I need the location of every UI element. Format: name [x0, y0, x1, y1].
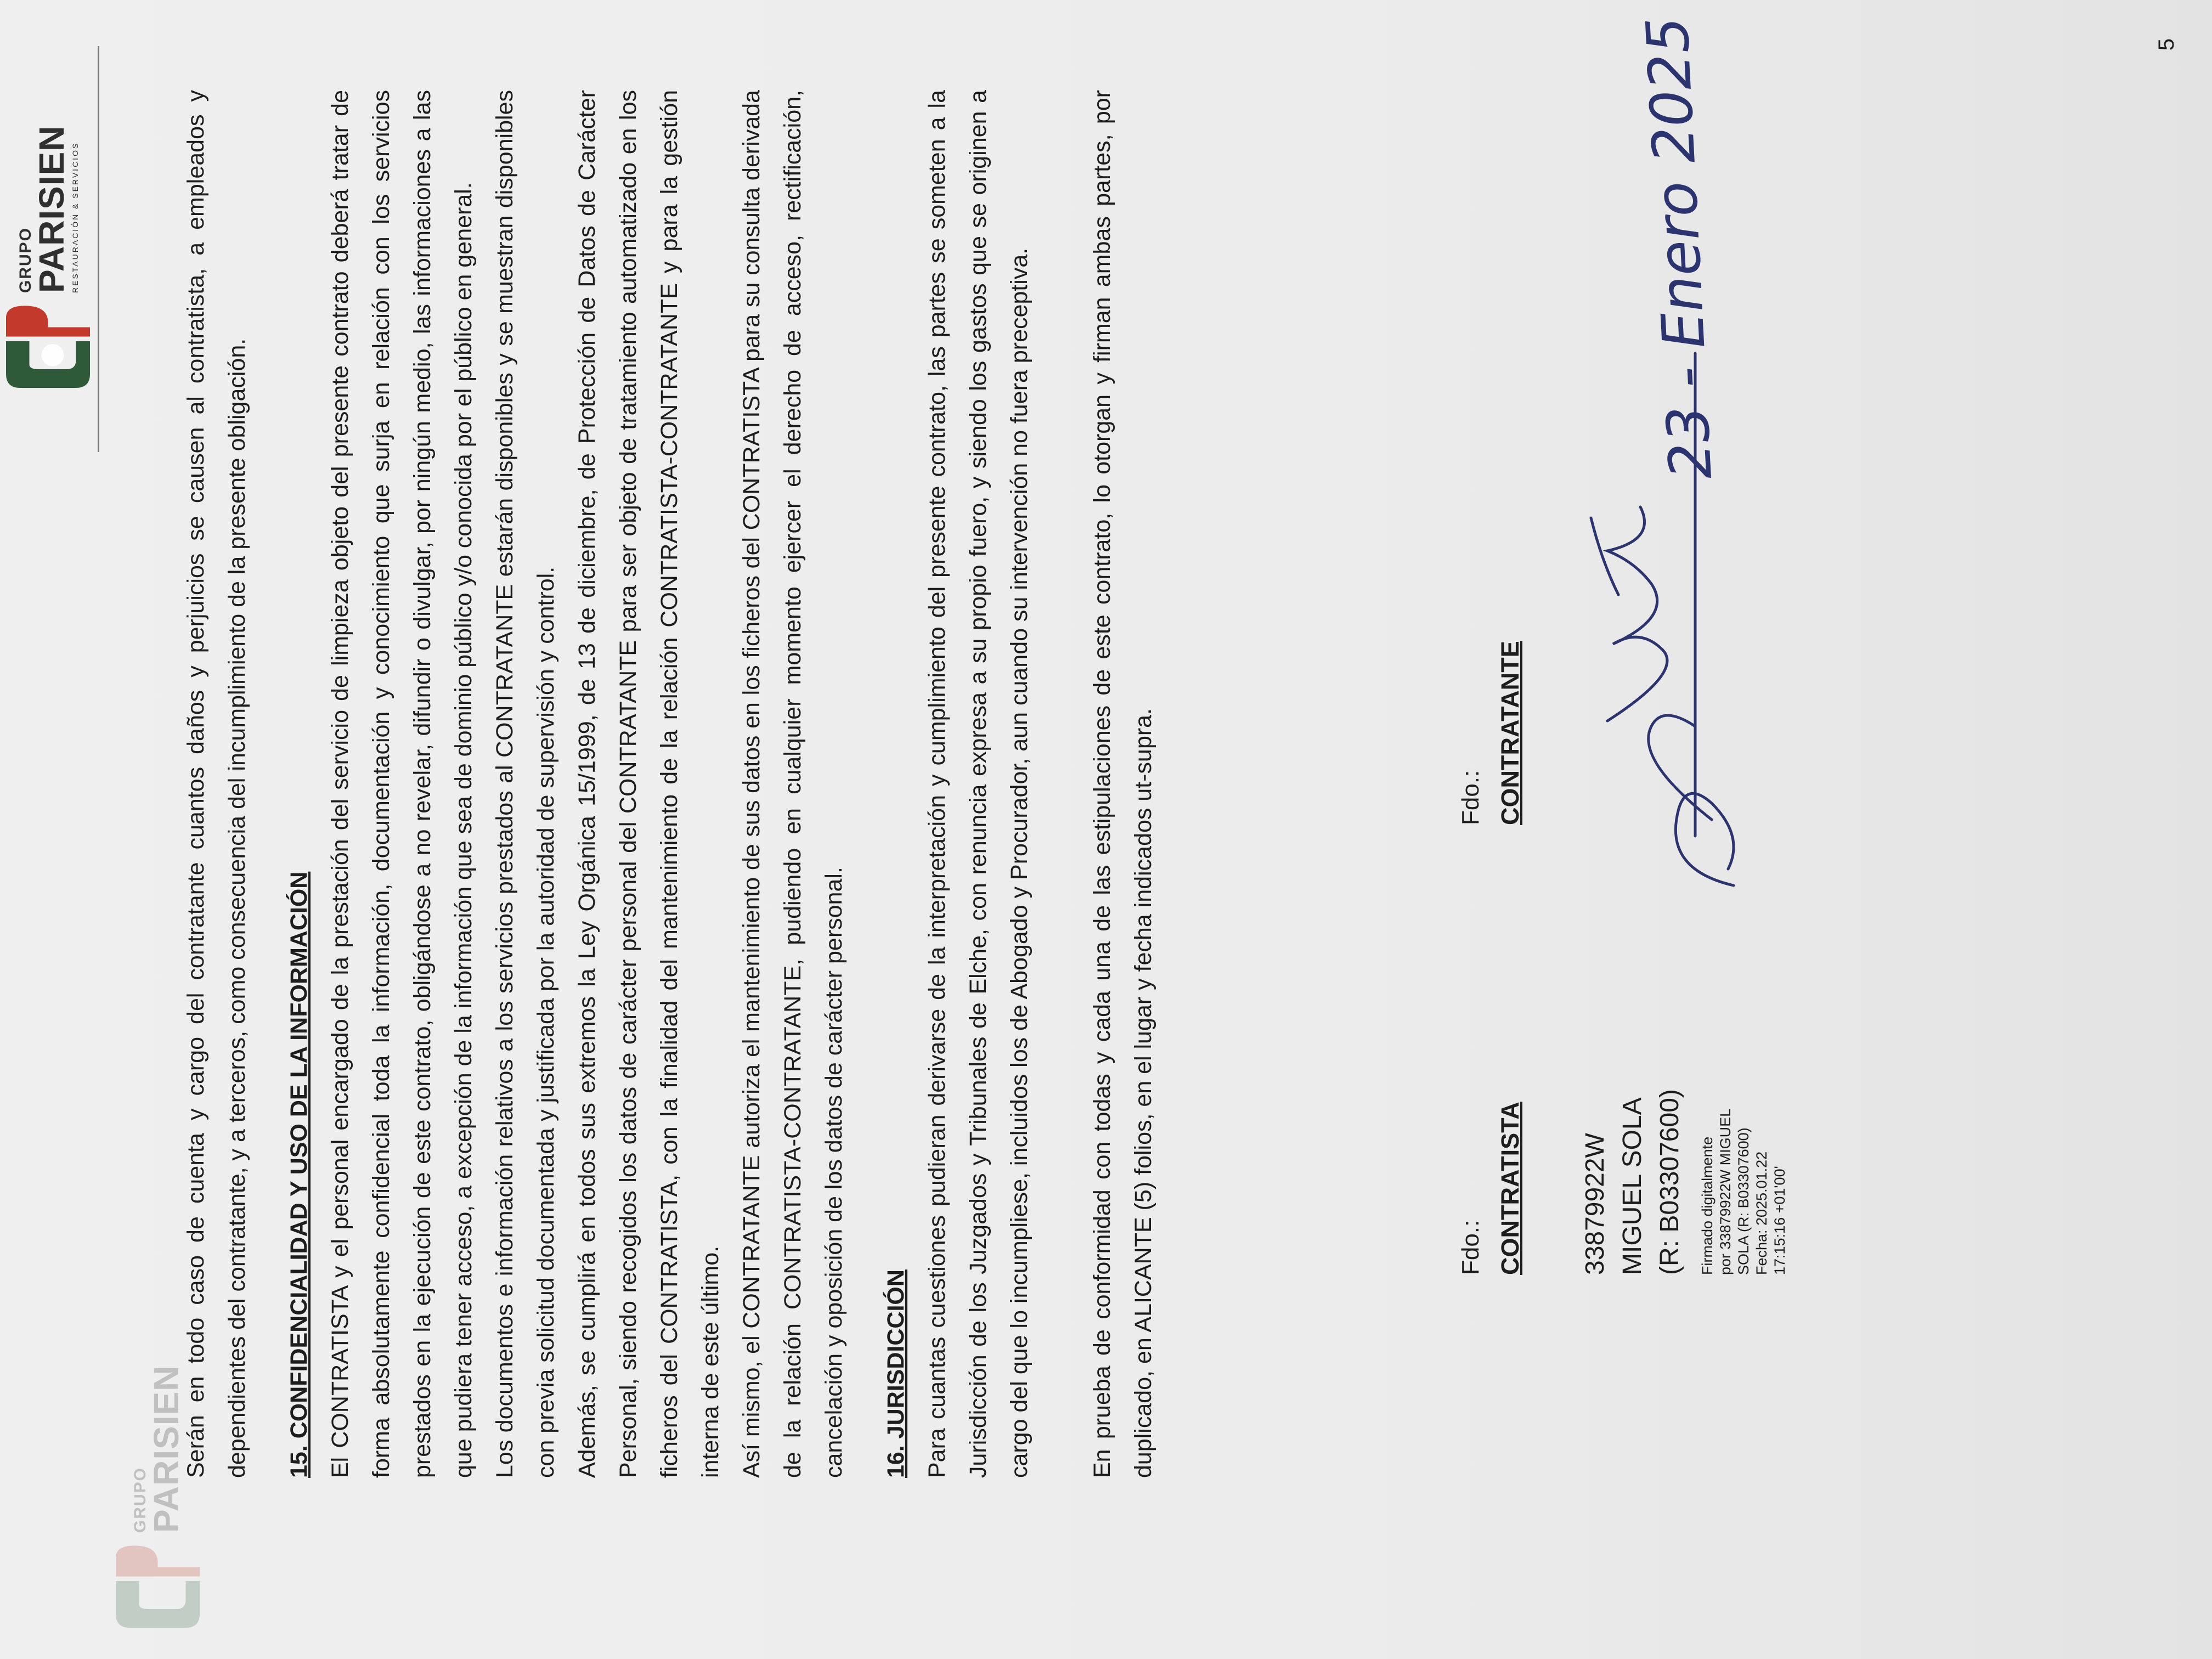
digital-line: por 33879922W MIGUEL	[1717, 1108, 1734, 1275]
logo-text-tagline: RESTAURACIÓN & SERVICIOS	[70, 142, 80, 293]
grupo-parisien-logo-icon	[0, 304, 96, 397]
digital-line: 17:15:16 +01'00'	[1771, 1166, 1788, 1275]
contratante-signature-block	[1454, 641, 1527, 825]
intro-paragraph: Serán en todo caso de cuenta y cargo del contratante cuantos daños y perjuicios se causen al contratista, a empleados y dependientes del contratante, y a terceros, como consecuencia del incumplimiento de la presente obligación.	[183, 90, 250, 1478]
contratista-id: 33879922W	[1581, 1133, 1610, 1275]
section-15-heading: 15. CONFIDENCIALIDAD Y USO DE LA INFORMACIÓN	[286, 871, 312, 1478]
contratante-label: CONTRATANTE	[1496, 641, 1524, 825]
header-logo	[0, 125, 96, 397]
contratista-label: CONTRATISTA	[1496, 1102, 1524, 1275]
digital-line: Firmado digitalmente	[1699, 1136, 1716, 1275]
fdo-label: Fdo.:	[1457, 1220, 1484, 1275]
digital-signature-stamp	[1699, 1089, 1789, 1275]
section-15-paragraph-4: Así mismo, el CONTRATANTE autoriza el mantenimiento de sus datos en los ficheros del CONTRATISTA para su consulta derivada de la relación CONTRATISTA-CONTRATANTE, pudiendo en cualquier momento ejercer el derecho de acceso, rectificación, cancelación y oposición de los datos de carácter personal.	[738, 90, 847, 1478]
contratista-ref: (R: B03307600)	[1655, 1089, 1684, 1275]
contratista-signature-block	[1454, 1089, 1789, 1275]
contract-body	[176, 90, 1164, 1478]
logo-text-grupo: GRUPO	[131, 1466, 149, 1533]
closing-paragraph: En prueba de conformidad con todas y cada una de las estipulaciones de este contrato, lo otorgan y firman ambas partes, por duplicado, en ALICANTE (5) folios, en el lugar y fecha indicados ut-supra.	[1089, 90, 1156, 1478]
section-15-paragraph-3: Además, se cumplirá en todos sus extremos la Ley Orgánica 15/1999, de 13 de diciembre, de Protección de Datos de Carácter Personal, siendo recogidos los datos de carácter personal del CONTRATANTE para ser objeto de tratamiento automatizado en los ficheros del CONTRATISTA, con la finalidad del mantenimiento de la relación CONTRATISTA-CONTRATANTE y para la gestión interna de este último.	[574, 90, 724, 1478]
contratista-name: MIGUEL SOLA	[1618, 1097, 1647, 1275]
grupo-parisien-logo-icon	[110, 1544, 206, 1637]
section-15-paragraph-2: Los documentos e información relativos a los servicios prestados al CONTRATANTE estarán disponibles y se muestran disponibles con previa solicitud documentada y justificada por la autoridad de supervisión y control.	[492, 90, 559, 1478]
digital-line: Fecha: 2025.01.22	[1753, 1151, 1770, 1275]
logo-text-grupo: GRUPO	[16, 227, 35, 293]
page-number: 5	[2154, 38, 2179, 51]
header-divider	[98, 46, 99, 452]
digital-line: SOLA (R: B03307600)	[1735, 1127, 1752, 1275]
handwritten-date: 23 - Enero 2025	[1634, 15, 1725, 481]
section-16-heading: 16. JURISDICCIÓN	[883, 1269, 909, 1478]
logo-text-parisien: PARISIEN	[146, 1365, 186, 1533]
logo-text-parisien: PARISIEN	[31, 125, 71, 293]
fdo-label: Fdo.:	[1457, 770, 1484, 825]
section-15-paragraph-1: El CONTRATISTA y el personal encargado de la prestación del servicio de limpieza objeto del presente contrato deberá tratar de forma absolutamente confidencial toda la información, documentación y conocimiento que surja en relación con los servicios prestados en la ejecución de este contrato, obligándose a no revelar, difundir o divulgar, por ningún medio, las informaciones a las que pudiera tener acceso, a excepción de la información que sea de dominio público y/o conocida por el público en general.	[327, 90, 477, 1478]
section-16-paragraph: Para cuantas cuestiones pudieran derivarse de la interpretación y cumplimiento del presente contrato, las partes se someten a la Jurisdicción de los Juzgados y Tribunales de Elche, con renuncia expresa a su propio fuero, y siendo los gastos que se originen a cargo del que lo incumpliese, incluidos los de Abogado y Procurador, aun cuando su intervención no fuera preceptiva.	[924, 90, 1032, 1478]
